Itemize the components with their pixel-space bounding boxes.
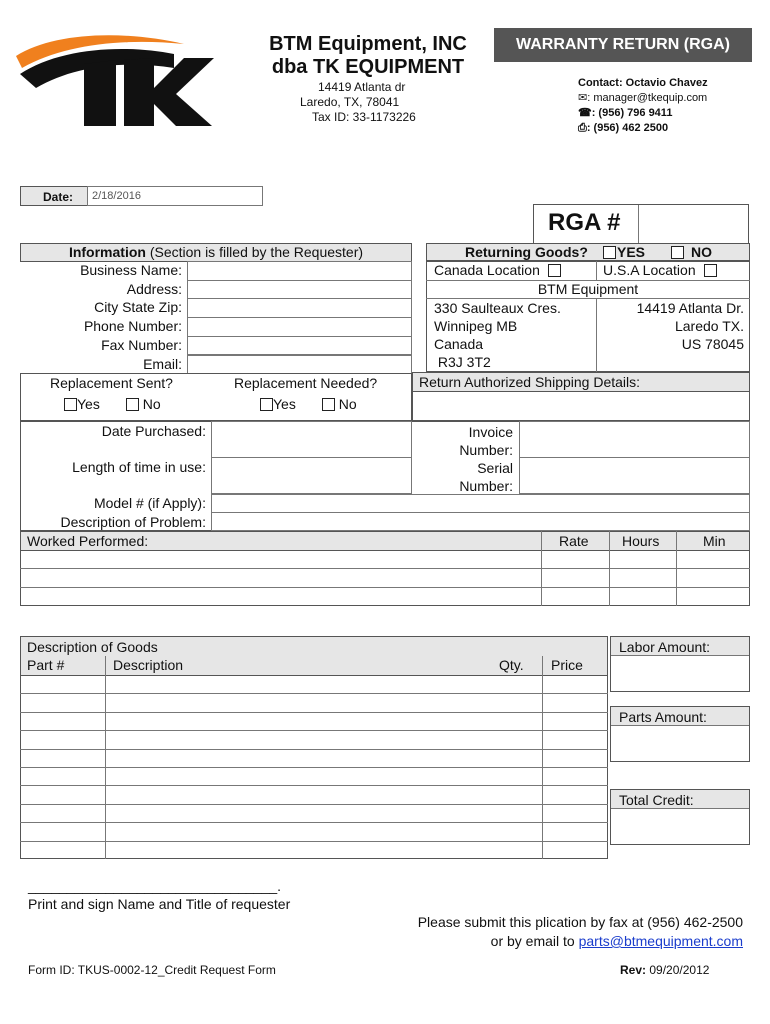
contact-email: : manager@tkequip.com	[587, 92, 708, 104]
rga-box	[533, 204, 749, 244]
info-field-label: Business Name:	[80, 262, 182, 278]
info-header: Information (Section is filled by the Requester)	[20, 243, 412, 262]
labor-amount-box: Labor Amount:	[610, 636, 750, 692]
returning-header: Returning Goods? YES NO	[426, 243, 750, 261]
goods-row-line	[20, 749, 608, 750]
model-label: Model # (if Apply):	[93, 495, 206, 511]
goods-row-line	[20, 822, 608, 823]
serial-field[interactable]	[519, 457, 750, 494]
canada-address: 330 Saulteaux Cres. Winnipeg MB Canada R3J 3T2	[434, 300, 561, 370]
shipping-details-field[interactable]	[412, 391, 750, 421]
rev-label: Rev:	[620, 963, 647, 977]
shipping-header: Return Authorized Shipping Details:	[412, 372, 750, 392]
labor-amount-field[interactable]	[611, 655, 749, 691]
form-id: Form ID: TKUS-0002-12_Credit Request Form	[28, 963, 276, 977]
returning-no-checkbox[interactable]	[671, 246, 684, 259]
goods-row-line	[20, 767, 608, 768]
usa-address: 14419 Atlanta Dr. Laredo TX. US 78045	[636, 300, 744, 352]
serial-label: Serial Number:	[459, 460, 513, 494]
returning-yes-checkbox[interactable]	[603, 246, 616, 259]
goods-row-line	[20, 712, 608, 713]
goods-row-line	[20, 841, 608, 842]
usa-location-label: U.S.A Location	[603, 262, 696, 278]
replacement-needed-no-checkbox[interactable]	[322, 398, 335, 411]
goods-row-line	[20, 804, 608, 805]
parts-amount-box: Parts Amount:	[610, 706, 750, 762]
total-credit-box: Total Credit:	[610, 789, 750, 845]
warranty-badge: WARRANTY RETURN (RGA)	[494, 28, 752, 62]
info-field-label: Email:	[143, 355, 182, 372]
submit-fax-text: Please submit this plication by fax at (956) 462-2500	[417, 914, 743, 930]
replacement-sent-label: Replacement Sent?	[50, 375, 173, 391]
rga-field[interactable]	[640, 205, 748, 243]
contact-name: Contact: Octavio Chavez	[578, 77, 708, 89]
parts-amount-field[interactable]	[611, 725, 749, 761]
replacement-sent-yes-checkbox[interactable]	[64, 398, 77, 411]
company-dba: dba TK EQUIPMENT	[271, 56, 465, 78]
date-row	[20, 186, 262, 206]
info-field-input[interactable]	[187, 317, 412, 337]
canada-location-checkbox[interactable]	[548, 264, 561, 277]
contact-fax: : (956) 462 2500	[586, 122, 669, 134]
btm-label: BTM Equipment	[537, 281, 639, 297]
description-of-problem-field[interactable]	[211, 512, 750, 531]
date-purchased-field[interactable]	[211, 421, 412, 458]
work-header: Worked Performed: Rate Hours Min	[20, 531, 750, 551]
goods-row-line	[20, 785, 608, 786]
usa-location-checkbox[interactable]	[704, 264, 717, 277]
fax-icon: ⎙	[578, 122, 587, 134]
submit-email-link[interactable]: parts@btmequipment.com	[578, 933, 743, 949]
tk-logo	[14, 28, 214, 128]
model-field[interactable]	[211, 494, 750, 513]
description-of-problem-label: Description of Problem:	[60, 514, 206, 530]
info-field-input[interactable]	[187, 298, 412, 318]
invoice-field[interactable]	[519, 421, 750, 458]
info-field-input[interactable]	[187, 280, 412, 300]
phone-icon: ☎	[578, 107, 592, 119]
rga-label: RGA #	[548, 209, 621, 236]
length-of-time-field[interactable]	[211, 457, 412, 494]
info-field-input[interactable]	[187, 261, 412, 281]
info-field-label: Phone Number:	[83, 318, 182, 335]
replacement-needed-label: Replacement Needed?	[234, 375, 378, 391]
total-credit-field[interactable]	[611, 808, 749, 844]
signature-line[interactable]: ________________________________.	[28, 878, 282, 894]
tax-id: Tax ID: 33-1173226	[312, 110, 416, 124]
info-field-input[interactable]	[187, 355, 412, 375]
canada-location-label: Canada Location	[434, 262, 540, 278]
signature-label: Print and sign Name and Title of requester	[28, 896, 291, 912]
goods-row-line	[20, 693, 608, 694]
info-field-input[interactable]	[187, 336, 412, 356]
date-label: Date:	[43, 190, 74, 204]
replacement-needed-yes-checkbox[interactable]	[260, 398, 273, 411]
address-line1: 14419 Atlanta dr	[318, 80, 406, 94]
goods-header: Description of Goods Part # Description Qty. Price	[20, 636, 608, 676]
info-field-label: City State Zip:	[94, 299, 182, 316]
work-table[interactable]	[20, 550, 750, 606]
envelope-icon: ✉	[578, 92, 588, 104]
info-field-label: Fax Number:	[101, 336, 182, 353]
submit-email-prefix: or by email to	[490, 933, 579, 949]
rev-value: 09/20/2012	[649, 963, 710, 977]
info-field-label: Address:	[126, 280, 182, 297]
length-of-time-label: Length of time in use:	[72, 459, 206, 475]
company-name: BTM Equipment, INC	[269, 33, 467, 55]
date-field[interactable]: 2/18/2016	[87, 186, 263, 206]
contact-phone: : (956) 796 9411	[591, 107, 673, 119]
invoice-label: Invoice Number:	[459, 424, 513, 458]
date-purchased-label: Date Purchased:	[101, 423, 206, 439]
replacement-sent-no-checkbox[interactable]	[126, 398, 139, 411]
address-line2: Laredo, TX, 78041	[300, 95, 400, 109]
goods-row-line	[20, 730, 608, 731]
